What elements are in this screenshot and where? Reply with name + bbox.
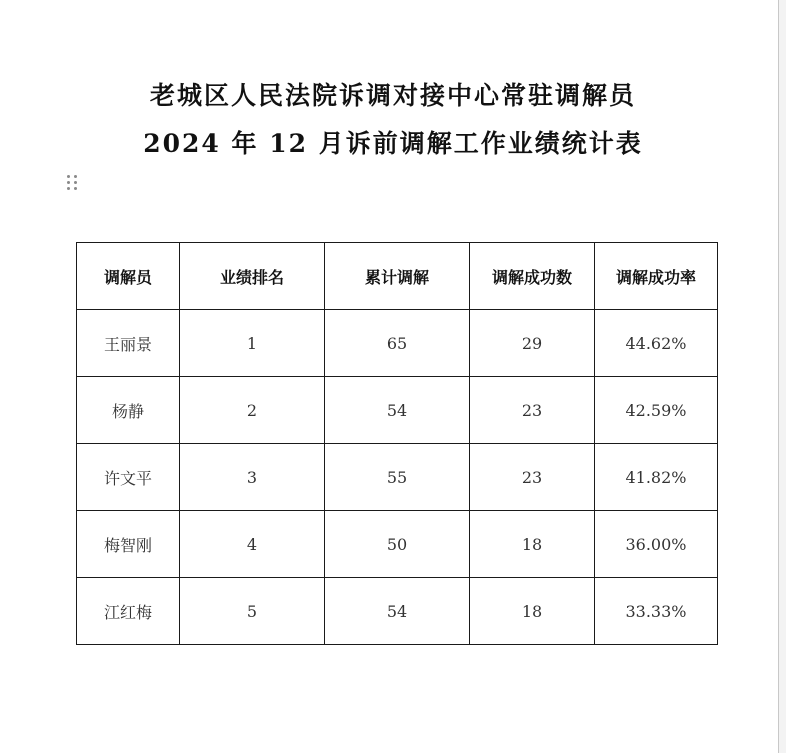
cell-mediator: 杨静 — [77, 377, 180, 444]
table-header-row — [77, 243, 718, 310]
header-success-rate: 调解成功率 — [595, 243, 718, 310]
table-row — [77, 511, 718, 578]
header-rank: 业绩排名 — [180, 243, 325, 310]
cell-success-count: 29 — [470, 310, 595, 377]
document-title-line-1: 老城区人民法院诉调对接中心常驻调解员 — [149, 81, 636, 110]
cell-success-rate: 41.82% — [595, 444, 718, 511]
cell-success-rate: 33.33% — [595, 578, 718, 645]
cell-rank: 1 — [180, 310, 325, 377]
table-row — [77, 377, 718, 444]
cell-total-mediated: 65 — [325, 310, 470, 377]
cell-success-count: 23 — [470, 377, 595, 444]
table-row — [77, 310, 718, 377]
cell-rank: 2 — [180, 377, 325, 444]
cell-success-count: 18 — [470, 578, 595, 645]
drag-handle-icon[interactable] — [67, 175, 79, 191]
cell-rank: 4 — [180, 511, 325, 578]
header-mediator: 调解员 — [77, 243, 180, 310]
table-row — [77, 444, 718, 511]
mediation-stats-table — [76, 242, 718, 645]
cell-total-mediated: 50 — [325, 511, 470, 578]
cell-rank: 5 — [180, 578, 325, 645]
cell-rank: 3 — [180, 444, 325, 511]
cell-mediator: 江红梅 — [77, 578, 180, 645]
cell-total-mediated: 54 — [325, 578, 470, 645]
header-success-count: 调解成功数 — [470, 243, 595, 310]
cell-success-count: 23 — [470, 444, 595, 511]
table-row — [77, 578, 718, 645]
cell-total-mediated: 54 — [325, 377, 470, 444]
header-total-mediated: 累计调解 — [325, 243, 470, 310]
cell-success-rate: 44.62% — [595, 310, 718, 377]
cell-success-rate: 36.00% — [595, 511, 718, 578]
page-margin — [779, 0, 786, 753]
cell-total-mediated: 55 — [325, 444, 470, 511]
document-title-line-2: 2024 年 12 月诉前调解工作业绩统计表 — [143, 129, 643, 158]
cell-success-count: 18 — [470, 511, 595, 578]
cell-mediator: 梅智刚 — [77, 511, 180, 578]
cell-mediator: 王丽景 — [77, 310, 180, 377]
cell-success-rate: 42.59% — [595, 377, 718, 444]
cell-mediator: 许文平 — [77, 444, 180, 511]
